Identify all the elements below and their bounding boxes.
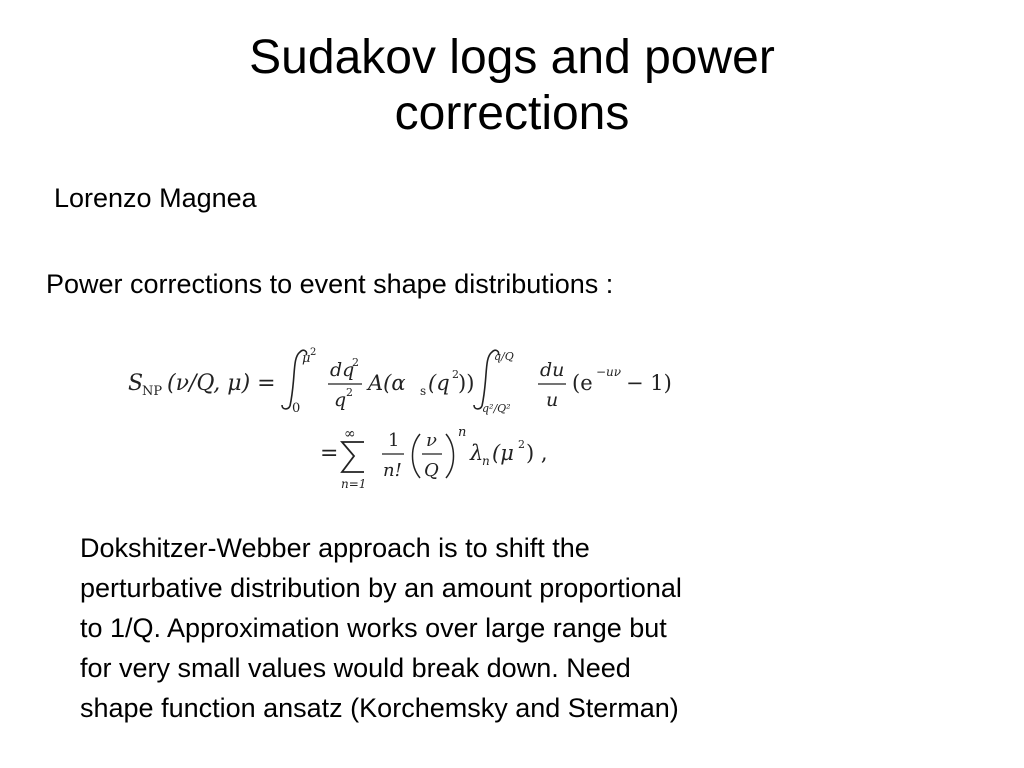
body-line-4: for very small values would break down. Need: [80, 653, 631, 683]
formula-lhs: S: [128, 371, 144, 396]
body-line-2: perturbative distribution by an amount proportional: [80, 573, 682, 603]
lambda: λ: [470, 441, 484, 465]
coupling-close: )): [458, 371, 475, 395]
int2-upper: q/Q: [494, 350, 514, 363]
exp-term: (e: [572, 371, 593, 395]
int1-lower: 0: [292, 401, 301, 416]
frac1-num: dq: [330, 359, 355, 381]
body-line-5: shape function ansatz (Korchemsky and Sterman): [80, 693, 679, 723]
lambda-close: ) ,: [526, 441, 548, 465]
formula-svg: [120, 338, 740, 498]
frac3-num: 1: [388, 430, 400, 451]
title-line-1: Sudakov logs and power: [249, 31, 775, 84]
coupling-sub: s: [420, 384, 427, 398]
coupling: A(α: [368, 371, 406, 395]
paren-left: [413, 434, 421, 478]
int1-upper-exp: 2: [310, 347, 317, 358]
author-name: Lorenzo Magnea: [54, 183, 257, 213]
int2-lower: q²/Q²: [482, 402, 511, 415]
frac1-den: q: [334, 389, 347, 411]
paren-right: [446, 434, 454, 478]
formula-lhs-sub: NP: [142, 384, 163, 399]
body-paragraph: [80, 528, 880, 728]
frac4-num: ν: [426, 430, 437, 451]
body-line-1: Dokshitzer-Webber approach is to shift the: [80, 533, 590, 563]
exp-rest: − 1): [626, 371, 672, 395]
frac1-num-exp: 2: [352, 356, 359, 369]
frac2-num: du: [540, 359, 565, 381]
lambda-arg: (μ: [492, 441, 514, 465]
frac3-den: n!: [383, 460, 402, 481]
sum-sign: [342, 442, 364, 472]
frac2-den: u: [546, 389, 559, 411]
sum-lower: n=1: [341, 477, 367, 491]
frac4-den: Q: [424, 460, 439, 481]
coupling-arg: (q: [428, 371, 450, 395]
exp-power: −uν: [596, 365, 622, 379]
formula-image: [120, 338, 740, 498]
formula-lhs-args: (ν/Q, μ) =: [167, 371, 276, 396]
power-n: n: [458, 425, 467, 440]
lambda-sub: n: [482, 454, 490, 468]
coupling-arg-exp: 2: [452, 368, 459, 381]
title-line-2: corrections: [394, 87, 630, 140]
slide-title: [112, 30, 912, 142]
section-heading: Power corrections to event shape distributions :: [46, 269, 614, 299]
body-line-3: to 1/Q. Approximation works over large range but: [80, 613, 667, 643]
line2-eq: =: [320, 441, 339, 466]
frac1-den-exp: 2: [346, 386, 353, 399]
lambda-arg-exp: 2: [518, 438, 525, 451]
int1-upper: μ: [302, 351, 311, 366]
sum-upper: ∞: [344, 426, 356, 442]
